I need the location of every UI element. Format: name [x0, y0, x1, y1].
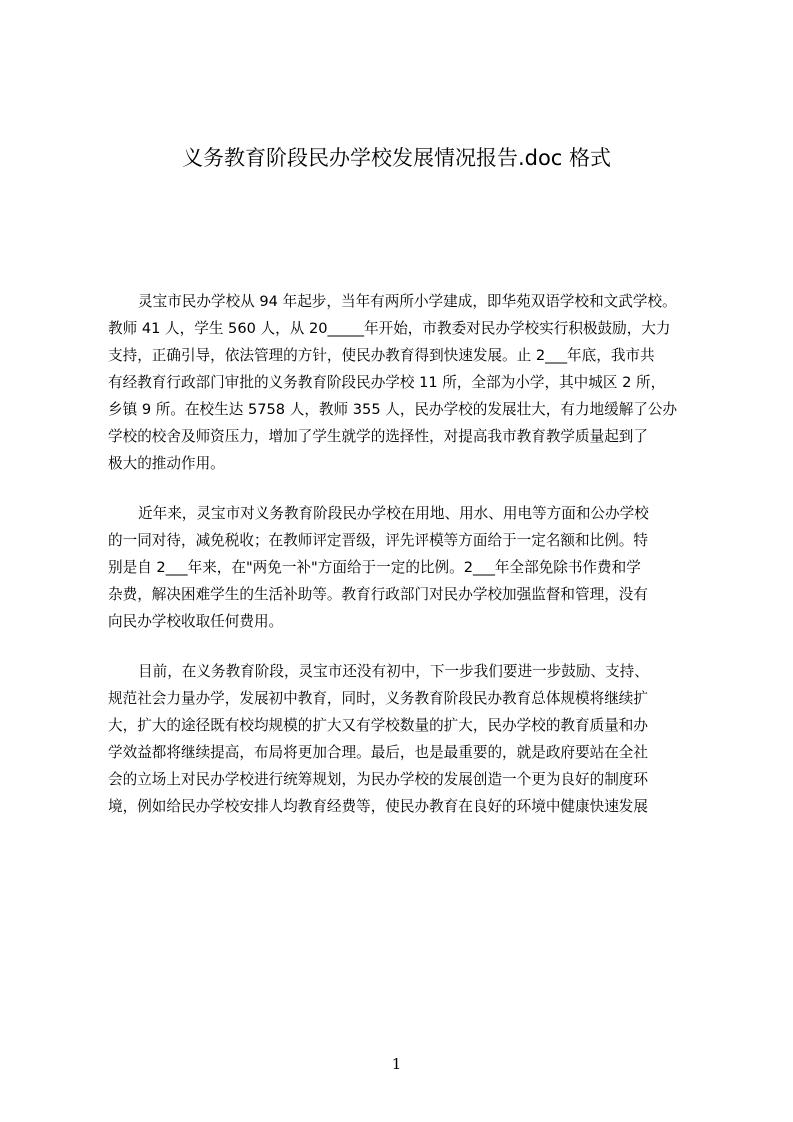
text-line: 支持，正确引导，依法管理的方针，使民办教育得到快速发展。止 2___年底，我市共 [108, 347, 655, 364]
text-line: 有经教育行政部门审批的义务教育阶段民办学校 11 所，全部为小学，其中城区 2 所， [108, 374, 666, 391]
paragraph-1 [108, 288, 700, 477]
text-line: 教师 41 人，学生 560 人，从 20_____年开始，市教委对民办学校实行积极鼓励，大力 [108, 320, 671, 337]
text-line: 学效益都将继续提高，布局将更加合理。最后，也是最重要的，就是政府要站在全社 [108, 744, 648, 761]
text-line: 杂费，解决困难学生的生活补助等。教育行政部门对民办学校加强监督和管理，没有 [108, 586, 648, 603]
paragraph-3 [108, 658, 700, 820]
text-line: 大，扩大的途径既有校均规模的扩大又有学校数量的扩大，民办学校的教育质量和办 [108, 717, 648, 734]
text-line: 近年来，灵宝市对义务教育阶段民办学校在用地、用水、用电等方面和公办学校 [138, 505, 649, 522]
text-line: 规范社会力量办学，发展初中教育，同时，义务教育阶段民办教育总体规模将继续扩 [108, 690, 648, 707]
document-title: 义务教育阶段民办学校发展情况报告.doc 格式 [181, 146, 612, 170]
text-line: 学校的校舍及师资压力，增加了学生就学的选择性，对提高我市教育教学质量起到了 [108, 428, 648, 445]
text-line: 境，例如给民办学校安排人均教育经费等，使民办教育在良好的环境中健康快速发展 [108, 798, 648, 815]
text-line: 的一同对待，减免税收；在教师评定晋级，评先评模等方面给于一定名额和比例。特 [108, 532, 648, 549]
text-line: 灵宝市民办学校从 94 年起步，当年有两所小学建成，即华苑双语学校和文武学校。 [138, 293, 677, 310]
page-number: 1 [391, 1055, 402, 1073]
text-line: 极大的推动作用。 [108, 455, 225, 472]
text-line: 会的立场上对民办学校进行统筹规划，为民办学校的发展创造一个更为良好的制度环 [108, 771, 648, 788]
paragraph-2 [108, 500, 700, 635]
text-line: 目前，在义务教育阶段，灵宝市还没有初中，下一步我们要进一步鼓励、支持、 [138, 663, 649, 680]
text-line: 乡镇 9 所。在校生达 5758 人，教师 355 人，民办学校的发展壮大，有力地缓解了公办 [108, 401, 678, 418]
text-line: 别是自 2___年来，在"两免一补"方面给于一定的比例。2___年全部免除书作费和学 [108, 559, 641, 576]
text-line: 向民办学校收取任何费用。 [108, 613, 284, 630]
